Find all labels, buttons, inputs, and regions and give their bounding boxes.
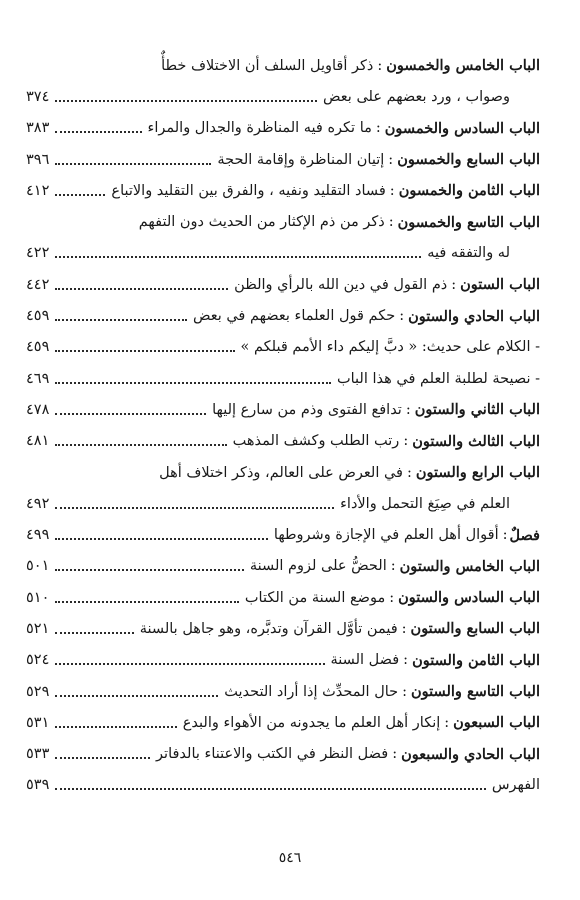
toc-leader-dots <box>55 413 206 415</box>
toc-leader-dots <box>55 382 331 384</box>
toc-title: ذكر أقاويل السلف أن الاختلاف خطأٌ <box>161 57 374 74</box>
toc-row <box>26 613 540 644</box>
toc-heading: الباب الستون <box>460 276 540 294</box>
toc-title: فساد التقليد ونفيه ، والفرق بين التقليد والاتباع <box>111 182 386 199</box>
toc-heading: الباب السادس والخمسون <box>384 119 540 137</box>
toc-colon: : <box>403 652 409 669</box>
toc-row <box>26 269 540 300</box>
toc-heading: الباب الثالث والستون <box>412 432 540 450</box>
toc-page-number: ٣٧٤ <box>26 88 50 105</box>
page-number: ٥٤٦ <box>278 850 302 866</box>
toc-leader-dots <box>55 695 218 697</box>
toc-leader-dots <box>55 663 324 665</box>
toc-title: وصواب ، ورد بعضهم على بعض <box>323 88 510 105</box>
toc-heading: الباب الثامن والستون <box>412 651 540 669</box>
toc-leader-dots <box>55 507 334 509</box>
toc-row <box>26 707 540 738</box>
toc-title: له والتفقه فيه <box>427 245 510 262</box>
toc-heading: الباب التاسع والخمسون <box>397 213 540 231</box>
toc-heading: الباب السبعون <box>453 714 540 732</box>
toc-row <box>26 81 540 112</box>
toc-leader-dots <box>55 538 268 540</box>
toc-heading: الباب الثامن والخمسون <box>398 182 540 200</box>
toc-leader-dots <box>55 726 176 728</box>
toc-leader-dots <box>55 131 141 133</box>
toc-heading: فصلٌ <box>509 526 540 544</box>
toc-colon: : <box>392 746 398 763</box>
toc-colon: : <box>388 214 394 231</box>
toc-page-number: ٥٣٩ <box>26 777 50 794</box>
toc-title: إنكار أهل العلم ما يجدونه من الأهواء والبدع <box>182 714 441 731</box>
toc-page-number: ٥٠١ <box>26 558 50 575</box>
toc-colon: : <box>403 433 409 450</box>
toc-colon: : <box>405 401 411 418</box>
toc-row <box>26 739 540 770</box>
toc-page-number: ٥١٠ <box>26 589 50 606</box>
toc-page-number: ٥٢١ <box>26 620 50 637</box>
toc-row <box>26 488 540 519</box>
toc-leader-dots <box>55 444 226 446</box>
toc-row <box>26 676 540 707</box>
toc-title: الفهرس <box>491 777 540 794</box>
toc-title: العلم في صِيَغ التحمل والأداء <box>340 495 510 512</box>
toc-title: فيمن تأوَّل القرآن وتدبَّره، وهو جاهل بالسنة <box>139 620 398 637</box>
toc-heading: الباب السابع والخمسون <box>397 151 540 169</box>
toc-colon: : <box>389 589 395 606</box>
toc-page-number: ٤٦٩ <box>26 370 50 387</box>
toc-leader-dots <box>55 256 421 258</box>
toc-heading: الباب الحادي والستون <box>408 307 540 325</box>
toc-heading: الباب الخامس والخمسون <box>386 57 540 75</box>
toc-row <box>26 175 540 206</box>
toc-leader-dots <box>55 319 187 321</box>
toc-colon: : <box>402 683 407 700</box>
toc-row <box>26 551 540 582</box>
toc-row <box>26 363 540 394</box>
toc-page-number: ٤١٢ <box>26 182 50 199</box>
toc-heading: الباب الثاني والستون <box>414 401 540 419</box>
toc-title: فضل النظر في الكتب والاعتناء بالدفاتر <box>156 746 389 763</box>
toc-colon: : <box>444 714 450 731</box>
toc-title: رتب الطلب وكشف المذهب <box>232 433 400 450</box>
toc-title: - نصيحة لطلبة العلم في هذا الباب <box>336 370 540 387</box>
toc-colon: : <box>389 182 395 199</box>
toc-leader-dots <box>55 601 239 603</box>
toc-page-number: ٤٩٩ <box>26 527 50 544</box>
toc-page-number: ٤٤٢ <box>26 276 50 293</box>
toc-page-number: ٥٣٣ <box>26 746 50 763</box>
table-of-contents <box>26 50 540 801</box>
toc-colon: : <box>502 527 508 544</box>
toc-leader-dots <box>55 788 485 790</box>
toc-row <box>26 582 540 613</box>
toc-heading: الباب السابع والستون <box>410 620 540 638</box>
toc-colon: : <box>406 464 412 481</box>
toc-page-number: ٤٧٨ <box>26 401 50 418</box>
toc-row <box>26 394 540 425</box>
toc-page-number: ٤٢٢ <box>26 245 50 262</box>
toc-page-number: ٥٣١ <box>26 714 50 731</box>
toc-row <box>26 300 540 331</box>
toc-title: ما تكره فيه المناظرة والجدال والمراء <box>147 120 372 137</box>
toc-title: أقوال أهل العلم في الإجازة وشروطها <box>273 527 499 544</box>
toc-page-number: ٤٨١ <box>26 433 50 450</box>
toc-row <box>26 519 540 550</box>
toc-colon: : <box>399 308 405 325</box>
toc-colon: : <box>388 151 394 168</box>
toc-title: - الكلام على حديث: « دبَّ إليكم داء الأمم قبلكم » <box>240 339 540 356</box>
toc-title: في العرض على العالم، وذكر اختلاف أهل <box>159 464 403 481</box>
toc-leader-dots <box>55 632 133 634</box>
toc-title: حال المحدِّث إذا أراد التحديث <box>224 683 399 700</box>
toc-heading: الباب السادس والستون <box>398 589 540 607</box>
toc-leader-dots <box>55 569 243 571</box>
toc-leader-dots <box>55 350 234 352</box>
toc-row <box>26 144 540 175</box>
toc-title: فضل السنة <box>330 652 400 669</box>
toc-title: تدافع الفتوى وذم من سارع إليها <box>212 401 402 418</box>
toc-row <box>26 457 540 488</box>
toc-colon: : <box>377 57 383 74</box>
toc-colon: : <box>451 276 457 293</box>
toc-page-number: ٥٢٤ <box>26 652 50 669</box>
toc-row <box>26 113 540 144</box>
toc-leader-dots <box>55 100 317 102</box>
toc-leader-dots <box>55 194 105 196</box>
toc-page-number: ٤٥٩ <box>26 339 50 356</box>
toc-row <box>26 770 540 801</box>
toc-page-number: ٣٨٣ <box>26 120 50 137</box>
toc-title: ذم القول في دين الله بالرأي والظن <box>234 276 448 293</box>
toc-row <box>26 332 540 363</box>
toc-leader-dots <box>55 757 150 759</box>
toc-colon: : <box>375 120 381 137</box>
toc-heading: الباب التاسع والستون <box>411 683 540 701</box>
toc-title: إتيان المناظرة وإقامة الحجة <box>217 151 385 168</box>
toc-leader-dots <box>55 163 211 165</box>
toc-page-number: ٤٩٢ <box>26 495 50 512</box>
toc-title: موضع السنة من الكتاب <box>244 589 386 606</box>
toc-title: حكم قول العلماء بعضهم في بعض <box>192 308 396 325</box>
toc-leader-dots <box>55 288 228 290</box>
toc-heading: الباب الخامس والستون <box>399 557 540 575</box>
toc-colon: : <box>401 620 407 637</box>
toc-page-number: ٥٢٩ <box>26 683 50 700</box>
toc-row <box>26 238 540 269</box>
toc-heading: الباب الحادي والسبعون <box>401 745 540 763</box>
toc-row <box>26 645 540 676</box>
toc-colon: : <box>390 558 396 575</box>
toc-row <box>26 206 540 237</box>
toc-heading: الباب الرابع والستون <box>415 464 540 481</box>
toc-row <box>26 50 540 81</box>
toc-page-number: ٤٥٩ <box>26 308 50 325</box>
toc-title: ذكر من ذم الإكثار من الحديث دون التفهم <box>138 214 385 231</box>
toc-row <box>26 426 540 457</box>
toc-page-number: ٣٩٦ <box>26 151 50 168</box>
toc-title: الحضُّ على لزوم السنة <box>249 558 387 575</box>
